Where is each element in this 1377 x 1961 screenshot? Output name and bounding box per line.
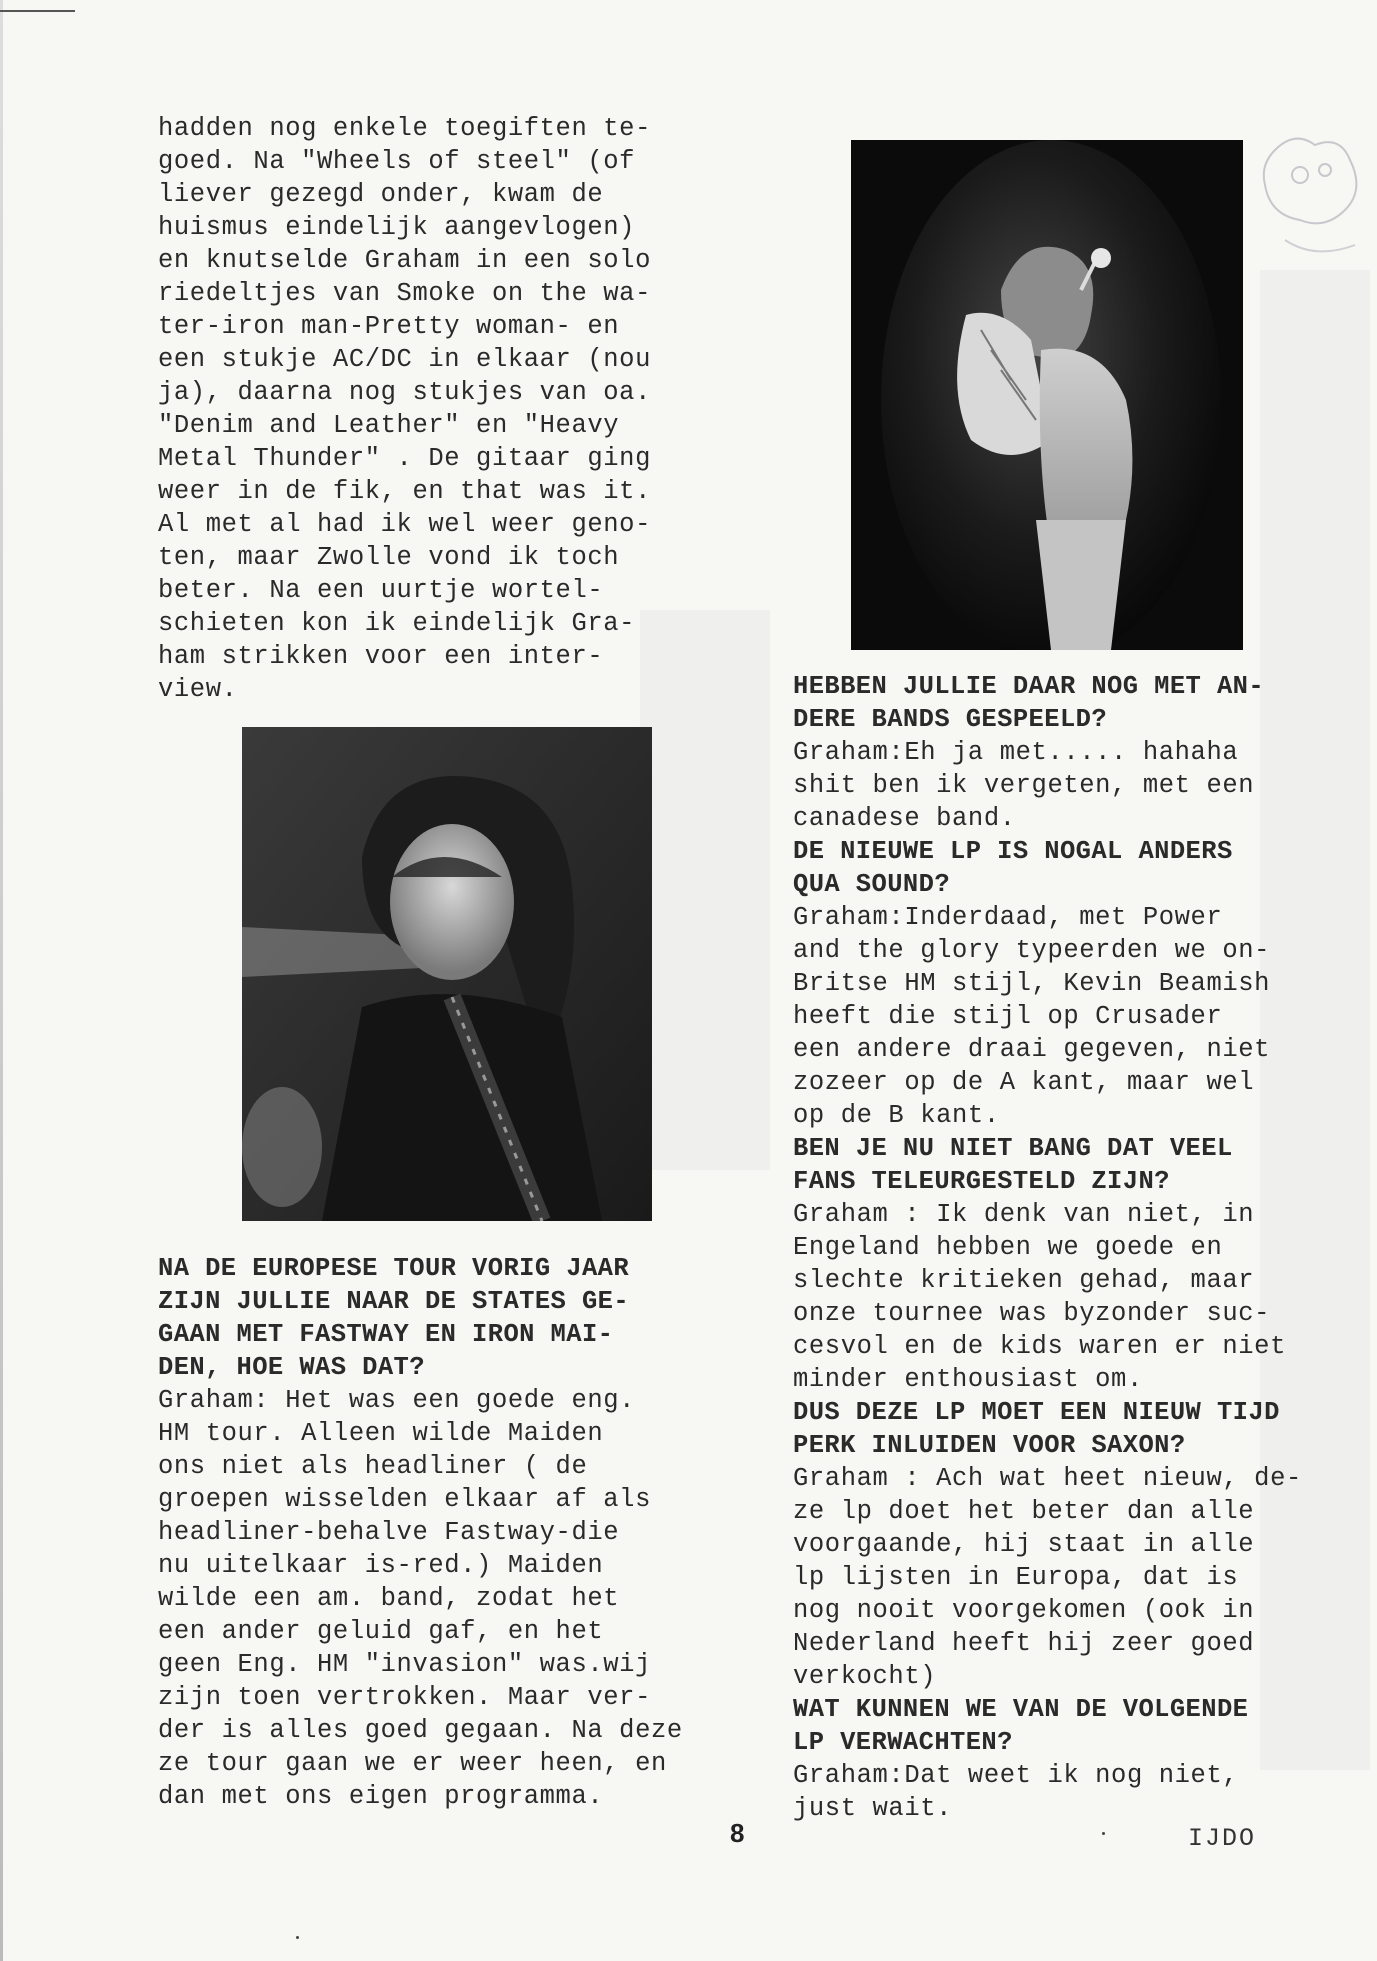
article-text-line: Al met al had ik wel weer geno- [158, 510, 651, 539]
article-text-line: riedeltjes van Smoke on the wa- [158, 279, 651, 308]
author-signature: IJDO [1188, 1824, 1257, 1853]
interview-question-line: GAAN MET FASTWAY EN IRON MAI- [158, 1320, 614, 1349]
article-text-line: ter-iron man-Pretty woman- en [158, 312, 620, 341]
interview-answer-line: cesvol en de kids waren er niet [793, 1332, 1286, 1361]
interview-question-line: DERE BANDS GESPEELD? [793, 705, 1108, 734]
interview-answer-line: ze tour gaan we er weer heen, en [158, 1749, 667, 1778]
page-edge [0, 0, 3, 1961]
interview-answer-line: zijn toen vertrokken. Maar ver- [158, 1683, 651, 1712]
interview-answer-line: Graham : Ach wat heet nieuw, de- [793, 1464, 1302, 1493]
interview-answer-line: een andere draai gegeven, niet [793, 1035, 1271, 1064]
interview-question-line: DEN, HOE WAS DAT? [158, 1353, 425, 1382]
interview-question-line: WAT KUNNEN WE VAN DE VOLGENDE [793, 1695, 1249, 1724]
interview-answer-line: minder enthousiast om. [793, 1365, 1143, 1394]
interview-answer-line: heeft die stijl op Crusader [793, 1002, 1223, 1031]
article-text-line: ten, maar Zwolle vond ik toch [158, 543, 620, 572]
interview-question-line: DUS DEZE LP MOET EEN NIEUW TIJD [793, 1398, 1280, 1427]
interview-answer-line: onze tournee was byzonder suc- [793, 1299, 1271, 1328]
interview-question-line: LP VERWACHTEN? [793, 1728, 1013, 1757]
article-text-line: liever gezegd onder, kwam de [158, 180, 604, 209]
interview-question-line: FANS TELEURGESTELD ZIJN? [793, 1167, 1170, 1196]
article-text-line: Metal Thunder" . De gitaar ging [158, 444, 651, 473]
interview-answer-line: een ander geluid gaf, en het [158, 1617, 604, 1646]
interview-answer-line: lp lijsten in Europa, dat is [793, 1563, 1239, 1592]
concert-photo-singer [851, 140, 1243, 650]
doodle-drawing [1255, 130, 1365, 280]
interview-text-right [793, 670, 1353, 1825]
article-text-line: schieten kon ik eindelijk Gra- [158, 609, 636, 638]
page-corner-mark [0, 10, 75, 12]
interview-question-line: ZIJN JULLIE NAAR DE STATES GE- [158, 1287, 630, 1316]
article-text-line: goed. Na "Wheels of steel" (of [158, 147, 636, 176]
interview-answer-line: geen Eng. HM "invasion" was.wij [158, 1650, 651, 1679]
interview-question-line: QUA SOUND? [793, 870, 951, 899]
interview-answer-line: and the glory typeerden we on- [793, 936, 1271, 965]
portrait-photo-graham [242, 727, 652, 1221]
article-text-line: ja), daarna nog stukjes van oa. [158, 378, 651, 407]
interview-answer-line: Nederland heeft hij zeer goed [793, 1629, 1255, 1658]
interview-answer-line: ons niet als headliner ( de [158, 1452, 588, 1481]
interview-answer-line: der is alles goed gegaan. Na deze [158, 1716, 683, 1745]
interview-question-line: DE NIEUWE LP IS NOGAL ANDERS [793, 837, 1233, 866]
interview-answer-line: Graham : Ik denk van niet, in [793, 1200, 1255, 1229]
interview-answer-line: nog nooit voorgekomen (ook in [793, 1596, 1255, 1625]
interview-answer-line: dan met ons eigen programma. [158, 1782, 604, 1811]
interview-answer-line: op de B kant. [793, 1101, 1000, 1130]
interview-answer-line: Graham:Eh ja met..... hahaha [793, 738, 1239, 767]
interview-answer-line: zozeer op de A kant, maar wel [793, 1068, 1255, 1097]
article-text-line: view. [158, 675, 238, 704]
interview-question-line: BEN JE NU NIET BANG DAT VEEL [793, 1134, 1233, 1163]
interview-answer-line: verkocht) [793, 1662, 937, 1691]
article-text-line: ham strikken voor een inter- [158, 642, 604, 671]
interview-answer-line: canadese band. [793, 804, 1016, 833]
interview-answer-line: voorgaande, hij staat in alle [793, 1530, 1255, 1559]
article-text-line: huismus eindelijk aangevlogen) [158, 213, 636, 242]
interview-answer-line: Graham: Het was een goede eng. [158, 1386, 636, 1415]
article-text-line: een stukje AC/DC in elkaar (nou [158, 345, 651, 374]
interview-answer-line: groepen wisselden elkaar af als [158, 1485, 651, 1514]
interview-answer-line: slechte kritieken gehad, maar [793, 1266, 1255, 1295]
article-text-line: hadden nog enkele toegiften te- [158, 114, 651, 143]
article-text-line: en knutselde Graham in een solo [158, 246, 651, 275]
article-text-line: weer in de fik, en that was it. [158, 477, 651, 506]
interview-question-line: HEBBEN JULLIE DAAR NOG MET AN- [793, 672, 1265, 701]
print-speck [1102, 1832, 1105, 1835]
interview-answer-line: HM tour. Alleen wilde Maiden [158, 1419, 604, 1448]
interview-question-line: NA DE EUROPESE TOUR VORIG JAAR [158, 1254, 630, 1283]
interview-answer-line: wilde een am. band, zodat het [158, 1584, 620, 1613]
interview-answer-line: ze lp doet het beter dan alle [793, 1497, 1255, 1526]
interview-answer-line: just wait. [793, 1794, 953, 1823]
interview-answer-line: Britse HM stijl, Kevin Beamish [793, 969, 1271, 998]
interview-text-left [158, 1252, 758, 1813]
article-text-left-top [158, 112, 758, 706]
interview-answer-line: Graham:Dat weet ik nog niet, [793, 1761, 1239, 1790]
interview-question-line: PERK INLUIDEN VOOR SAXON? [793, 1431, 1186, 1460]
page-number: 8 [730, 1818, 745, 1848]
interview-answer-line: Graham:Inderdaad, met Power [793, 903, 1223, 932]
interview-answer-line: nu uitelkaar is-red.) Maiden [158, 1551, 604, 1580]
interview-answer-line: shit ben ik vergeten, met een [793, 771, 1255, 800]
interview-answer-line: headliner-behalve Fastway-die [158, 1518, 620, 1547]
article-text-line: "Denim and Leather" en "Heavy [158, 411, 620, 440]
interview-answer-line: Engeland hebben we goede en [793, 1233, 1223, 1262]
print-speck [296, 1936, 299, 1939]
article-text-line: beter. Na een uurtje wortel- [158, 576, 604, 605]
